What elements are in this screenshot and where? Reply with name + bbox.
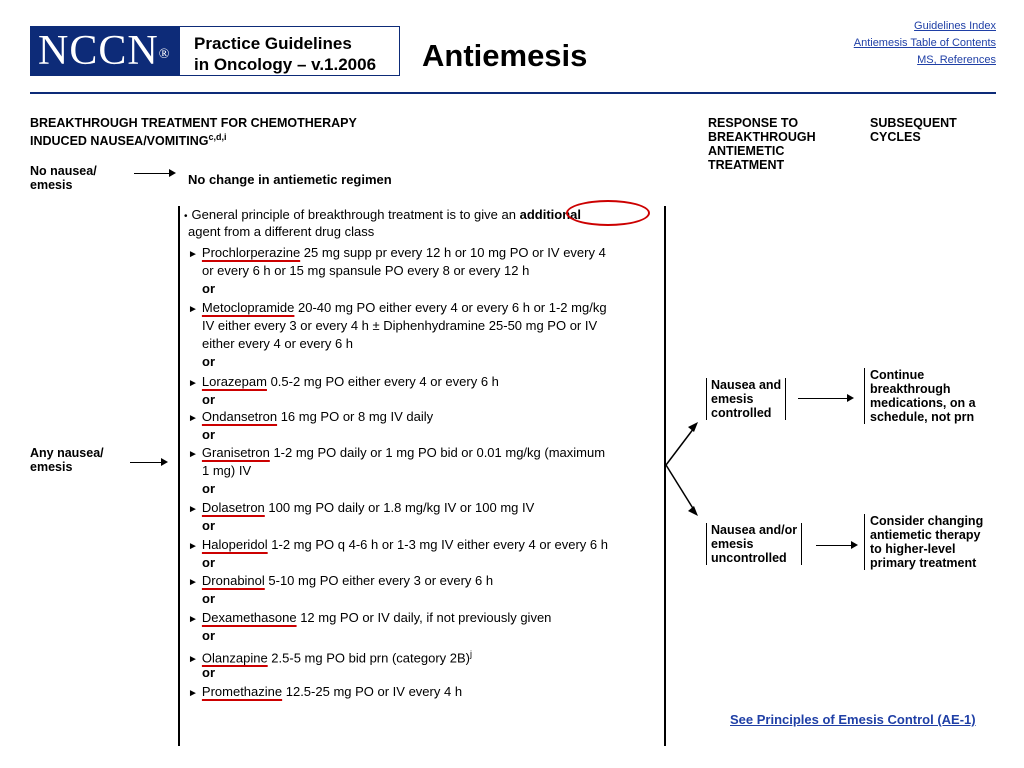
guidelines-index-link[interactable]: Guidelines Index bbox=[914, 20, 996, 32]
or-separator: or bbox=[202, 665, 215, 680]
continue-breakthrough: Continue breakthrough medications, on a schedule, not prn bbox=[864, 368, 976, 424]
no-change-text: No change in antiemetic regimen bbox=[188, 172, 392, 187]
page-title: Antiemesis bbox=[422, 38, 588, 73]
or-separator: or bbox=[202, 281, 215, 296]
drug-lorazepam: ► Lorazepam 0.5-2 mg PO either every 4 or every 6 h bbox=[188, 374, 499, 389]
treatment-bracket-left bbox=[178, 206, 180, 746]
drug-metoclopramide: ► Metoclopramide 20-40 mg PO either every 4 or every 6 h or 1-2 mg/kg bbox=[188, 300, 607, 315]
or-separator: or bbox=[202, 354, 215, 369]
header-divider bbox=[30, 92, 996, 94]
drug-haloperidol: ► Haloperidol 1-2 mg PO q 4-6 h or 1-3 mg IV either every 4 or every 6 h bbox=[188, 537, 608, 552]
controlled-arrow bbox=[798, 398, 852, 399]
or-separator: or bbox=[202, 518, 215, 533]
response-uncontrolled: Nausea and/or emesis uncontrolled bbox=[706, 523, 802, 565]
branch-arrows bbox=[664, 400, 704, 530]
subsequent-heading: SUBSEQUENT CYCLES bbox=[870, 116, 957, 144]
drug-metoclopramide-line3: either every 4 or every 6 h bbox=[202, 336, 354, 351]
drug-granisetron-line2: 1 mg) IV bbox=[202, 463, 252, 478]
drug-promethazine: ► Promethazine 12.5-25 mg PO or IV every 4 h bbox=[188, 684, 463, 699]
or-separator: or bbox=[202, 555, 215, 570]
any-nausea-arrow bbox=[130, 462, 166, 463]
or-separator: or bbox=[202, 481, 215, 496]
nccn-logo: NCCN® bbox=[30, 26, 180, 76]
drug-dronabinol: ► Dronabinol 5-10 mg PO either every 3 or every 6 h bbox=[188, 573, 494, 588]
drug-metoclopramide-line2: IV either every 3 or every 4 h ± Diphenhydramine 25-50 mg PO or IV bbox=[202, 318, 598, 333]
drug-granisetron: ► Granisetron 1-2 mg PO daily or 1 mg PO bid or 0.01 mg/kg (maximum bbox=[188, 445, 606, 460]
practice-guidelines-title: Practice Guidelines bbox=[194, 34, 352, 53]
any-nausea-label: Any nausea/ emesis bbox=[30, 446, 104, 474]
uncontrolled-arrow bbox=[816, 545, 856, 546]
additional-highlight: additional bbox=[519, 207, 581, 222]
annotation-circle bbox=[566, 200, 650, 226]
drug-olanzapine: ► Olanzapine 2.5-5 mg PO bid prn (category 2B)$^j$ bbox=[188, 649, 472, 666]
practice-guidelines-version: in Oncology – v.1.2006 bbox=[194, 55, 377, 74]
no-nausea-arrow bbox=[134, 173, 174, 174]
drug-prochlorperazine-line2: or every 6 h or 15 mg spansule PO every 8 or every 12 h bbox=[202, 263, 530, 278]
response-heading: RESPONSE TO BREAKTHROUGH ANTIEMETIC TREATMENT bbox=[708, 116, 816, 172]
response-controlled: Nausea and emesis controlled bbox=[706, 378, 786, 420]
ms-references-link[interactable]: MS, References bbox=[917, 54, 996, 66]
or-separator: or bbox=[202, 392, 215, 407]
or-separator: or bbox=[202, 427, 215, 442]
or-separator: or bbox=[202, 591, 215, 606]
or-separator: or bbox=[202, 628, 215, 643]
drug-dolasetron: ► Dolasetron 100 mg PO daily or 1.8 mg/kg IV or 100 mg IV bbox=[188, 500, 535, 515]
toc-link[interactable]: Antiemesis Table of Contents bbox=[853, 37, 996, 49]
general-principle-line2: agent from a different drug class bbox=[188, 224, 375, 239]
drug-dexamethasone: ► Dexamethasone 12 mg PO or IV daily, if not previously given bbox=[188, 610, 552, 625]
no-nausea-label: No nausea/ emesis bbox=[30, 164, 97, 192]
drug-ondansetron: ► Ondansetron 16 mg PO or 8 mg IV daily bbox=[188, 409, 434, 424]
drug-prochlorperazine: ► Prochlorperazine 25 mg supp pr every 12 h or 10 mg PO or IV every 4 bbox=[188, 245, 606, 260]
general-principle: • General principle of breakthrough treatment is to give an additional bbox=[184, 207, 581, 222]
left-heading: BREAKTHROUGH TREATMENT FOR CHEMOTHERAPY INDUCED NAUSEA/VOMITING$^{c,d,i}$ bbox=[30, 116, 357, 149]
principles-emesis-link[interactable]: See Principles of Emesis Control (AE-1) bbox=[730, 712, 976, 727]
consider-changing: Consider changing antiemetic therapy to higher-level primary treatment bbox=[864, 514, 983, 570]
